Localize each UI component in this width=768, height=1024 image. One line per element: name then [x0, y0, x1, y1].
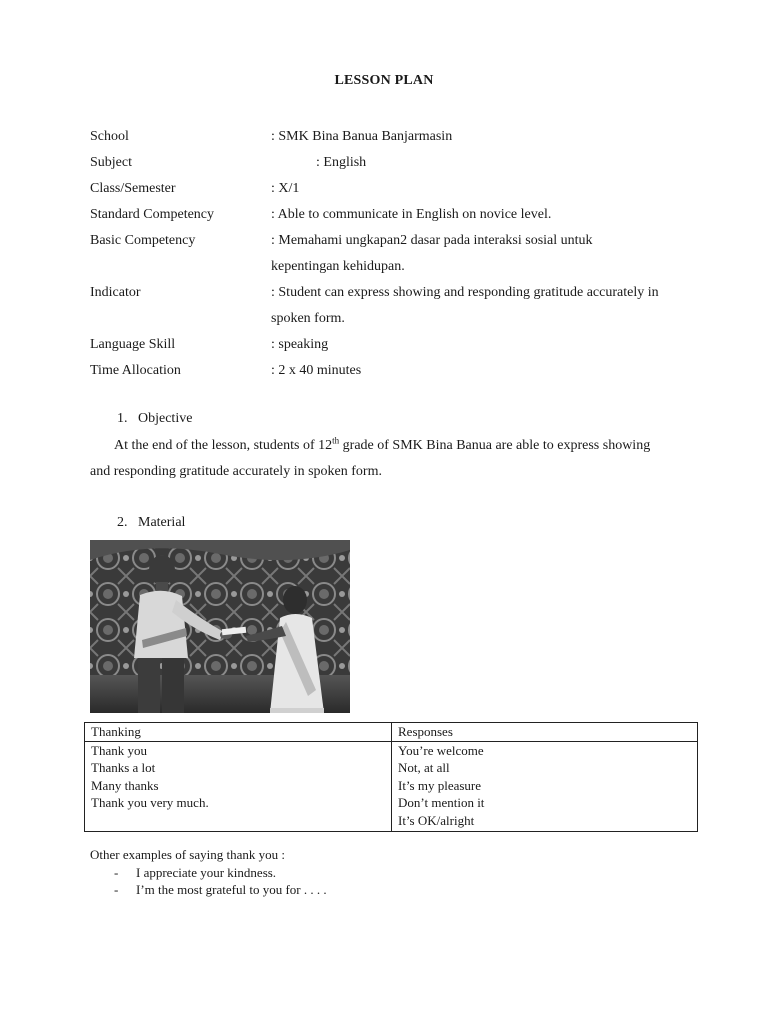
objective-text: At the end of the lesson, students of 12 — [114, 438, 333, 453]
info-value: : Student can express showing and responding gratitude accurately in — [271, 285, 659, 300]
other-examples — [90, 846, 327, 899]
dash-bullet: - — [114, 864, 119, 880]
other-examples-intro: Other examples of saying thank you : — [90, 847, 285, 862]
info-label: Standard Competency — [90, 207, 215, 222]
info-row-basic-competency — [90, 228, 710, 280]
info-row-language-skill — [90, 332, 710, 358]
list-item — [90, 864, 327, 882]
table-header-responses: Responses — [392, 723, 698, 742]
list-item: Don’t mention it — [398, 795, 485, 810]
lesson-info — [90, 124, 710, 384]
info-value: : Able to communicate in English on novice level. — [271, 207, 552, 222]
gratitude-table — [84, 722, 698, 832]
list-item: Thank you very much. — [91, 795, 209, 810]
info-value-continued: spoken form. — [271, 311, 345, 326]
objective-paragraph — [90, 433, 700, 485]
list-item: Thank you — [91, 742, 147, 758]
info-row-indicator — [90, 280, 710, 332]
table-header-thanking: Thanking — [85, 723, 392, 742]
info-value: : English — [316, 155, 367, 170]
table-header-row — [85, 723, 698, 742]
info-value: : 2 x 40 minutes — [271, 363, 362, 378]
example-text: I appreciate your kindness. — [136, 864, 277, 880]
responses-cell — [392, 741, 698, 832]
info-label: Indicator — [90, 285, 141, 300]
info-label: Basic Competency — [90, 233, 196, 248]
info-value: : speaking — [271, 337, 329, 352]
list-item: Not, at all — [398, 760, 450, 775]
material-heading: 2. Material — [117, 515, 186, 530]
objective-line-1 — [90, 433, 700, 459]
material-photo — [90, 540, 350, 713]
info-row-time-allocation — [90, 358, 710, 384]
info-label: Language Skill — [90, 337, 176, 352]
info-value: : SMK Bina Banua Banjarmasin — [271, 129, 453, 144]
info-label: Time Allocation — [90, 363, 181, 378]
ordinal-suffix: th — [332, 435, 340, 446]
list-item: Many thanks — [91, 777, 159, 793]
list-item: You’re welcome — [398, 742, 484, 758]
list-item: It’s OK/alright — [398, 812, 475, 828]
other-examples-list — [90, 864, 327, 899]
table-row — [85, 741, 698, 832]
example-text: I’m the most grateful to you for . . . . — [136, 882, 327, 897]
thanking-cell — [85, 741, 392, 832]
page-title: LESSON PLAN — [334, 73, 434, 88]
info-label: Subject — [90, 155, 132, 170]
info-row-class — [90, 176, 710, 202]
info-value-continued: kepentingan kehidupan. — [271, 259, 405, 274]
info-row-subject — [90, 150, 710, 176]
info-row-school — [90, 124, 710, 150]
list-item: Thanks a lot — [91, 760, 156, 775]
list-item — [90, 881, 327, 899]
info-label: School — [90, 129, 129, 144]
info-row-standard-competency — [90, 202, 710, 228]
objective-text-continued: grade of SMK Bina Banua are able to express showing — [339, 438, 651, 453]
objective-heading: 1. Objective — [117, 411, 193, 426]
info-value: : X/1 — [271, 181, 300, 196]
info-label: Class/Semester — [90, 181, 176, 196]
dash-bullet: - — [114, 882, 119, 897]
objective-line-2: and responding gratitude accurately in spoken form. — [90, 464, 382, 479]
list-item: It’s my pleasure — [398, 777, 482, 793]
info-value: : Memahami ungkapan2 dasar pada interaksi sosial untuk — [271, 233, 593, 248]
